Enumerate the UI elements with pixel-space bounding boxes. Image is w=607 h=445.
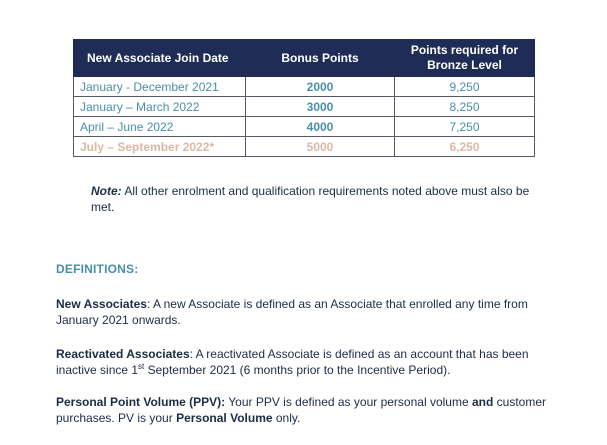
definition-new-associates: [56, 296, 556, 328]
table-row: [74, 77, 535, 97]
note-paragraph: [91, 183, 551, 215]
cell-bonus-points: 3000: [246, 97, 395, 117]
note-text: All other enrolment and qualification requirements noted above must also be met.: [91, 184, 530, 214]
header-join-date: New Associate Join Date: [74, 40, 246, 77]
ordinal-superscript: st: [138, 362, 145, 371]
cell-join-date: July – September 2022*: [74, 137, 246, 157]
definition-ppv-text3: only.: [272, 411, 301, 425]
header-points-required: [395, 40, 535, 77]
header-points-required-line2: Bronze Level: [427, 58, 502, 72]
definition-reactivated-text-before: : A reactivated Associate is defined as an account that has been inactive since 1: [56, 347, 529, 377]
definition-reactivated-associates: [56, 346, 556, 378]
cell-points-required: 6,250: [395, 137, 535, 157]
table-header-row: [74, 40, 535, 77]
note-label: Note:: [91, 184, 122, 198]
term-new-associates: New Associates: [56, 297, 147, 311]
definition-ppv-text2: customer purchases. PV is your: [56, 395, 546, 425]
cell-points-required: 8,250: [395, 97, 535, 117]
definition-new-associates-text: : A new Associate is defined as an Associate that enrolled any time from January 2021 onwards.: [56, 297, 528, 327]
term-reactivated-associates: Reactivated Associates: [56, 347, 190, 361]
table-row: [74, 117, 535, 137]
header-points-required-line1: Points required for: [410, 43, 519, 57]
table-row: [74, 137, 535, 157]
definition-ppv-and: and: [471, 395, 494, 409]
definition-ppv: [56, 394, 556, 426]
definition-ppv-personal-volume: Personal Volume: [176, 411, 273, 425]
cell-join-date: January – March 2022: [74, 97, 246, 117]
definition-reactivated-text-after: September 2021 (6 months prior to the Incentive Period).: [144, 363, 451, 377]
table-row: [74, 97, 535, 117]
definition-ppv-text1: Your PPV is defined as your personal volume: [225, 395, 472, 409]
cell-bonus-points: 4000: [246, 117, 395, 137]
cell-points-required: 9,250: [395, 77, 535, 97]
header-bonus-points: Bonus Points: [246, 40, 395, 77]
bonus-points-table: [73, 39, 535, 157]
cell-join-date: January - December 2021: [74, 77, 246, 97]
cell-join-date: April – June 2022: [74, 117, 246, 137]
term-ppv: Personal Point Volume (PPV):: [56, 395, 226, 409]
definitions-heading: DEFINITIONS:: [56, 262, 139, 276]
cell-bonus-points: 2000: [246, 77, 395, 97]
cell-points-required: 7,250: [395, 117, 535, 137]
cell-bonus-points: 5000: [246, 137, 395, 157]
